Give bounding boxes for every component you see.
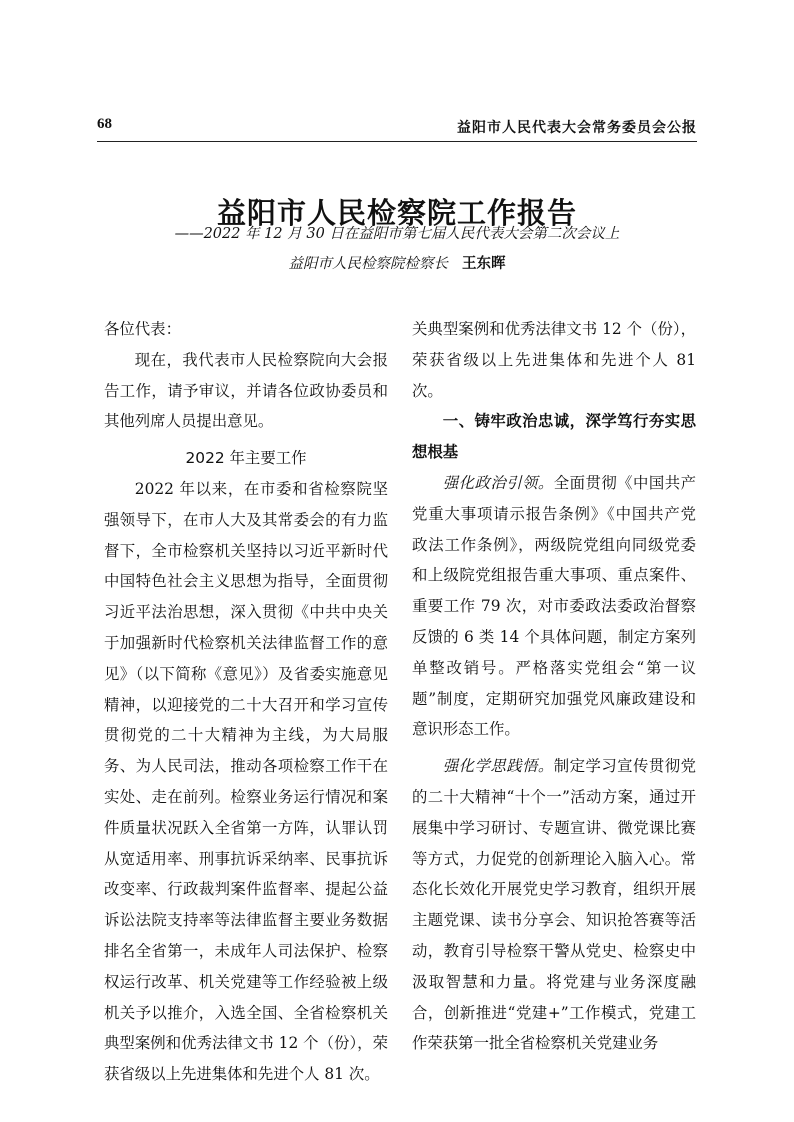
report-title: 益阳市人民检察院工作报告 <box>216 196 577 231</box>
summary-paragraph-continued: 关典型案例和优秀法律文书 12 个（份），荣获省级以上先进集体和先进个人 81 次。 <box>412 320 696 400</box>
right-column <box>412 314 696 1059</box>
intro-paragraph: 现在，我代表市人民检察院向大会报告工作，请予审议，并请各位政协委员和其他列席人员提出意见。 <box>104 350 388 431</box>
author-role: 益阳市人民检察院检察长 <box>288 256 448 272</box>
page-number: 68 <box>97 116 112 132</box>
left-column <box>104 314 388 1084</box>
header-divider <box>97 141 697 142</box>
paragraph-study-practice <box>412 751 696 1059</box>
text-study-practice: 制定学习宣传贯彻党的二十大精神“十个一”活动方案，通过开展集中学习研讨、专题宣讲、微党课比赛等方式，力促党的创新理论入脑入心。常态化长效化开展党史学习教育，组织开展主题党课、读书分享会、知识抢答赛等活动，教育引导检察干警从党史、检察史中汲取智慧和力量。将党建与业务深度融合，创新推进“党建+”工作模式，党建工作荣获第一批全省检察机关党建业务 <box>412 757 696 1053</box>
journal-name: 益阳市人民代表大会常务委员会公报 <box>457 120 697 136</box>
author-name: 王东晖 <box>462 256 506 272</box>
section-title: 2022 年主要工作 <box>185 449 307 468</box>
author-line <box>0 252 794 276</box>
heading-political-loyalty: 一、铸牢政治忠诚，深学笃行夯实思想根基 <box>412 412 696 462</box>
salutation: 各位代表： <box>104 320 181 338</box>
page-header <box>97 116 697 138</box>
lead-political-guidance: 强化政治引领。 <box>442 473 554 492</box>
lead-study-practice: 强化学思践悟。 <box>442 757 554 776</box>
paragraph-political-guidance <box>412 468 696 745</box>
text-political-guidance: 全面贯彻《中国共产党重大事项请示报告条例》《中国共产党政法工作条例》，两级院党组向同级党委和上级院党组报告重大事项、重点案件、重要工作 79 次，对市委政法委政治督察反馈的 6 类 14 个具体问题，制定方案列单整改销号。严格落实党组会“第一议题”制度，定期研究加强党风廉政建设和意识形态工作。 <box>412 473 696 739</box>
report-subtitle: ——2022 年 12 月 30 日在益阳市第七届人民代表大会第二次会议上 <box>174 226 620 242</box>
summary-paragraph: 2022 年以来，在市委和省检察院坚强领导下，在市人大及其常委会的有力监督下，全市检察机关坚持以习近平新时代中国特色社会主义思想为指导，全面贯彻习近平法治思想，深入贯彻《中共中央关于加强新时代检察机关法律监督工作的意见》（以下简称《意见》）及省委实施意见精神，以迎接党的二十大召开和学习宣传贯彻党的二十大精神为主线，为大局服务、为人民司法，推动各项检察工作干在实处、走在前列。检察业务运行情况和案件质量状况跃入全省第一方阵，认罪认罚从宽适用率、刑事抗诉采纳率、民事抗诉改变率、行政裁判案件监督率、提起公益诉讼法院支持率等法律监督主要业务数据排名全省第一，未成年人司法保护、检察权运行改革、机关党建等工作经验被上级机关予以推介，入选全国、全省检察机关典型案例和优秀法律文书 12 个（份），荣获省级以上先进集体和先进个人 81 次。 <box>104 479 388 1084</box>
